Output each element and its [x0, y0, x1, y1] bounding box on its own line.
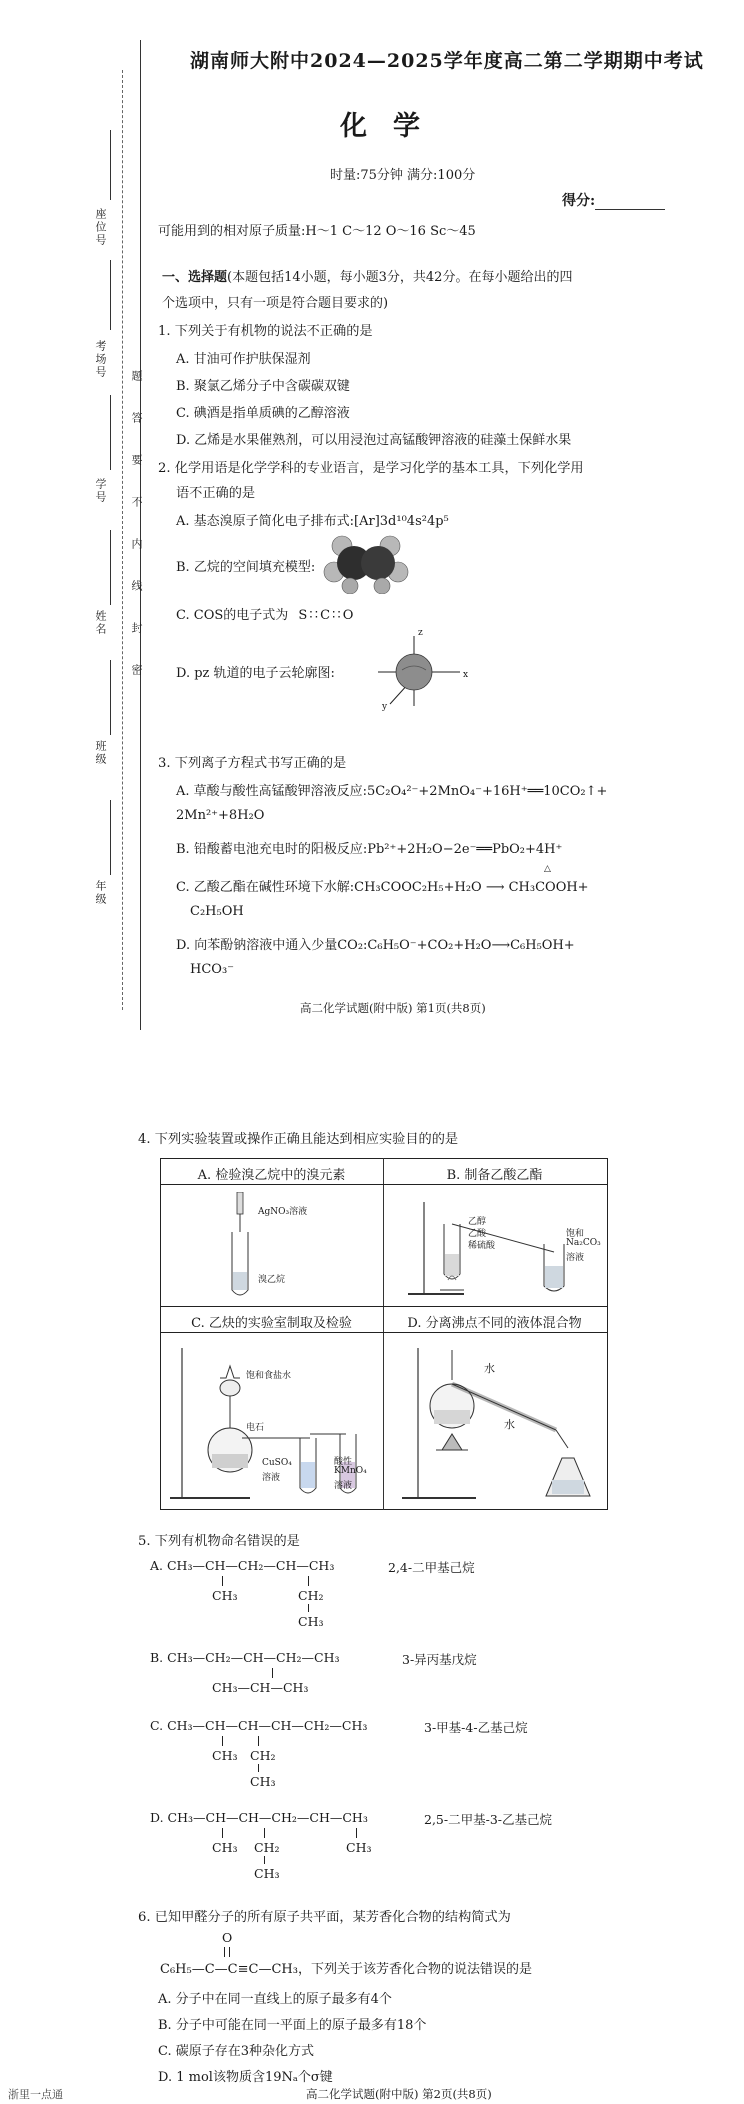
seal-char-7: 封	[130, 622, 143, 635]
q3-option-a-1: A. 草酸与酸性高锰酸钾溶液反应:5C₂O₄²⁻+2MnO₄⁻+16H⁺══10CO₂↑+	[176, 784, 608, 799]
q5-c-bond1	[222, 1736, 223, 1746]
seat-blank[interactable]	[110, 130, 111, 200]
q3-stem: 3. 下列离子方程式书写正确的是	[158, 756, 347, 771]
exam-title: 湖南师大附中2024—2025学年度高二第二学期期中考试	[190, 50, 704, 72]
name-label: 姓名	[94, 610, 107, 636]
q6-option-d: D. 1 mol该物质含19Nₐ个σ键	[158, 2070, 333, 2085]
q1-stem: 1. 下列关于有机物的说法不正确的是	[158, 324, 373, 339]
section1-desc-1: (本题包括14小题，每小题3分，共42分。在每小题给出的四	[227, 270, 573, 285]
d-label-water-out: 水	[504, 1418, 515, 1431]
apparatus-a-test-tube	[226, 1192, 256, 1302]
q5-a-name: 2,4-二甲基己烷	[388, 1560, 475, 1575]
q5-d-bond1	[222, 1828, 223, 1838]
a-label-agno3: AgNO₃溶液	[258, 1207, 308, 1217]
q3-option-d-1: D. 向苯酚钠溶液中通入少量CO₂:C₆H₅O⁻+CO₂+H₂O⟶C₆H₅OH+	[176, 938, 575, 953]
b-label-acid: 稀硫酸	[468, 1241, 496, 1251]
seat-label: 座位号	[94, 208, 107, 247]
q5-stem: 5. 下列有机物命名错误的是	[138, 1534, 300, 1549]
watermark: 浙里一点通	[8, 2088, 63, 2101]
q1-option-d: D. 乙烯是水果催熟剂，可以用浸泡过高锰酸钾溶液的硅藻土保鲜水果	[176, 433, 572, 448]
grade-label: 年级	[94, 880, 107, 906]
c-label-brine: 饱和食盐水	[246, 1371, 292, 1381]
q2-option-c-text: C. COS的电子式为	[176, 608, 289, 623]
q2-stem-1: 2. 化学用语是化学学科的专业语言，是学习化学的基本工具，下列化学用	[158, 461, 584, 476]
q3-option-c-2: C₂H₅OH	[190, 904, 244, 919]
q5-d-sub1: CH₃	[212, 1840, 238, 1855]
axis-z-label: z	[418, 628, 423, 638]
grid-mid-h	[160, 1306, 607, 1307]
student-no-label: 学号	[94, 478, 107, 504]
q5-a-sub1: CH₃	[212, 1588, 238, 1603]
q5-c-bond3	[258, 1764, 259, 1772]
cell-a-title: A. 检验溴乙烷中的溴元素	[197, 1168, 346, 1183]
class-blank[interactable]	[110, 660, 111, 735]
page1-footer: 高二化学试题(附中版) 第1页(共8页)	[300, 1001, 486, 1015]
q2-stem-2: 语不正确的是	[176, 486, 256, 501]
name-blank[interactable]	[110, 530, 111, 605]
q3-option-d-2: HCO₃⁻	[190, 962, 235, 977]
q5-d-sub3: CH₃	[346, 1840, 372, 1855]
q5-c-sub1: CH₃	[212, 1748, 238, 1763]
score-blank[interactable]	[595, 197, 665, 210]
grade-blank[interactable]	[110, 800, 111, 875]
q5-d-sub2b: CH₃	[254, 1866, 280, 1881]
cell-d-title: D. 分离沸点不同的液体混合物	[407, 1316, 582, 1331]
q5-b-bond	[272, 1668, 273, 1678]
q6-stem: 6. 已知甲醛分子的所有原子共平面，某芳香化合物的结构简式为	[138, 1910, 511, 1925]
q5-d-bond4	[356, 1828, 357, 1838]
q1-option-a: A. 甘油可作护肤保湿剂	[176, 352, 311, 367]
q1-option-b: B. 聚氯乙烯分子中含碳碳双键	[176, 379, 350, 394]
apparatus-d-distillation	[396, 1338, 602, 1506]
seal-char-6: 线	[130, 580, 143, 593]
section1-line1	[162, 266, 572, 285]
d-label-water-in: 水	[484, 1362, 495, 1375]
q5-a-bond3	[308, 1604, 309, 1612]
q5-d-bond2	[264, 1828, 265, 1838]
q6-option-b: B. 分子中可能在同一平面上的原子最多有18个	[158, 2018, 427, 2033]
q6-option-a: A. 分子中在同一直线上的原子最多有4个	[158, 1992, 392, 2007]
axis-x-label: x	[463, 670, 469, 680]
ethane-space-filling-model	[320, 532, 412, 594]
atomic-masses: 可能用到的相对原子质量:H～1 C～12 O～16 Sc～45	[158, 224, 476, 239]
seal-char-8: 密	[130, 664, 143, 677]
heat-condition: △	[544, 864, 551, 874]
section1-desc-2: 个选项中，只有一项是符合题目要求的)	[162, 296, 389, 311]
q5-c-name: 3-甲基-4-乙基己烷	[424, 1720, 528, 1735]
axis-y-label: y	[382, 702, 388, 712]
q5-b-name: 3-异丙基戊烷	[402, 1652, 477, 1667]
q5-a-sub2b: CH₃	[298, 1614, 324, 1629]
c-label-carbide: 电石	[246, 1423, 265, 1433]
score-label-text: 得分:	[562, 193, 596, 209]
seal-char-4: 不	[130, 496, 143, 509]
subject-title: 化学	[340, 111, 446, 142]
b-label-ethanol: 乙醇	[468, 1217, 487, 1227]
room-blank[interactable]	[110, 260, 111, 330]
q5-c-sub2a: CH₂	[250, 1748, 276, 1763]
binding-solid-line	[140, 40, 141, 1030]
score-label	[562, 190, 665, 210]
q6-formula: C₆H₅—C—C≡C—CH₃	[160, 1962, 298, 1977]
q6-stem-tail: ，下列关于该芳香化合物的说法错误的是	[297, 1962, 532, 1977]
seal-char-3: 要	[130, 454, 143, 467]
q3-option-b: B. 铅酸蓄电池充电时的阳极反应:Pb²⁺+2H₂O−2e⁻══PbO₂+4H⁺	[176, 842, 563, 857]
q5-d-name: 2,5-二甲基-3-乙基己烷	[424, 1812, 553, 1827]
a-label-bromoethane: 溴乙烷	[258, 1275, 286, 1285]
b-label-saturated: 饱和	[566, 1229, 585, 1239]
grid-row2-head-line	[160, 1332, 607, 1333]
q5-d-main: D. CH₃—CH—CH—CH₂—CH—CH₃	[150, 1810, 368, 1825]
time-score: 时量:75分钟 满分:100分	[330, 168, 476, 183]
c-label-kmno4: KMnO₄	[334, 1466, 367, 1476]
c-label-kmno4-sol: 溶液	[334, 1481, 353, 1491]
cell-c-title: C. 乙炔的实验室制取及检验	[191, 1316, 352, 1331]
seal-char-2: 答	[130, 412, 143, 425]
q3-option-c-1: C. 乙酸乙酯在碱性环境下水解:CH₃COOC₂H₅+H₂O ⟶ CH₃COOH+	[176, 880, 589, 895]
room-label: 考场号	[94, 340, 107, 379]
q5-c-bond2	[258, 1736, 259, 1746]
class-label: 班级	[94, 740, 107, 766]
q1-option-c: C. 碘酒是指单质碘的乙醇溶液	[176, 406, 350, 421]
q5-b-sub: CH₃—CH—CH₃	[212, 1680, 309, 1695]
q5-b-main: B. CH₃—CH₂—CH—CH₂—CH₃	[150, 1650, 340, 1665]
c-label-acidic: 酸性	[334, 1457, 353, 1467]
q2-option-a: A. 基态溴原子简化电子排布式:[Ar]3d¹⁰4s²4p⁵	[176, 514, 449, 529]
q5-a-main: A. CH₃—CH—CH₂—CH—CH₃	[150, 1558, 335, 1573]
q5-a-bond1	[222, 1576, 223, 1586]
q5-c-main: C. CH₃—CH—CH—CH—CH₂—CH₃	[150, 1718, 368, 1733]
cell-b-title: B. 制备乙酸乙酯	[446, 1168, 543, 1183]
q5-d-bond3	[264, 1856, 265, 1864]
grid-mid-v	[383, 1158, 384, 1510]
q5-a-bond2	[308, 1576, 309, 1586]
student-no-blank[interactable]	[110, 395, 111, 470]
q4-stem: 4. 下列实验装置或操作正确且能达到相应实验目的的是	[138, 1132, 459, 1147]
q2-option-d: D. pz 轨道的电子云轮廓图:	[176, 666, 335, 681]
q6-option-c: C. 碳原子存在3种杂化方式	[158, 2044, 315, 2059]
apparatus-b	[404, 1194, 594, 1302]
c-label-cuso4-sol: 溶液	[262, 1473, 281, 1483]
q5-c-sub2b: CH₃	[250, 1774, 276, 1789]
c-label-cuso4: CuSO₄	[262, 1458, 292, 1468]
cos-electron-formula: S∶∶C∶∶O	[298, 608, 356, 623]
binding-dashed-line	[122, 70, 123, 1010]
q6-formula-line	[160, 1958, 532, 1977]
q6-oxygen: O	[222, 1930, 233, 1945]
q2-option-c	[176, 604, 355, 623]
grid-row1-head-line	[160, 1184, 607, 1185]
q2-option-b: B. 乙烷的空间填充模型:	[176, 560, 316, 575]
page2-footer: 高二化学试题(附中版) 第2页(共8页)	[306, 2087, 492, 2101]
seal-char-5: 内	[130, 538, 143, 551]
b-label-na2co3: Na₂CO₃	[566, 1238, 601, 1248]
b-label-solution: 溶液	[566, 1253, 585, 1263]
section1-head: 一、选择题	[162, 270, 228, 285]
b-label-acetic: 乙酸	[468, 1229, 487, 1239]
q6-double-bond	[224, 1947, 230, 1957]
q3-option-a-2: 2Mn²⁺+8H₂O	[176, 808, 265, 823]
q5-d-sub2a: CH₂	[254, 1840, 280, 1855]
q5-a-sub2a: CH₂	[298, 1588, 324, 1603]
seal-char-1: 题	[130, 370, 143, 383]
